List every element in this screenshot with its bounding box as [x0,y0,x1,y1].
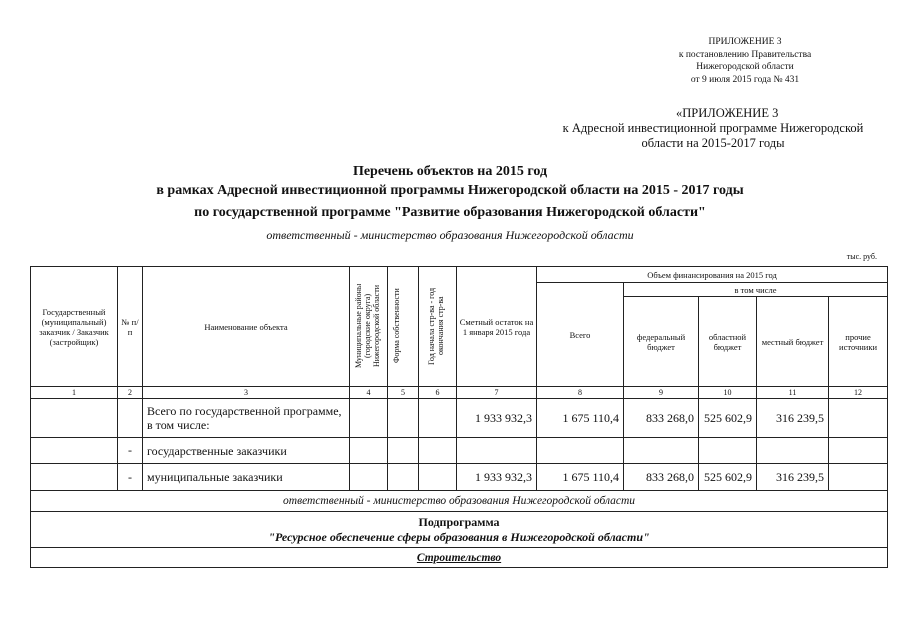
cell-district [350,438,388,464]
cell-ownership [388,399,419,438]
appendix-program-years: области на 2015-2017 годы [641,136,785,150]
title-line-3: по государственной программе "Развитие образования Нижегородской области" [194,205,706,220]
cell-local [757,438,829,464]
cell-balance [457,438,537,464]
column-number: 7 [457,387,537,399]
header-customer: Государственный (муниципальный) заказчик / Заказчик (застройщик) [31,267,118,387]
title-line-2: в рамках Адресной инвестиционной программы Нижегородской области на 2015 - 2017 годы [156,183,744,198]
section-cell [31,548,888,568]
document-title [60,162,840,222]
cell-customer [31,399,118,438]
responsible-band-row [31,491,888,512]
cell-local: 316 239,5 [757,399,829,438]
header-local: местный бюджет [757,297,829,387]
cell-regional: 525 602,9 [699,399,757,438]
cell-balance: 1 933 932,3 [457,399,537,438]
column-number: 1 [31,387,118,399]
appendix-date-line: от 9 июля 2015 года № 431 [690,74,800,85]
column-number: 2 [118,387,143,399]
header-municipal-district [350,267,388,387]
cell-years [419,399,457,438]
column-number: 10 [699,387,757,399]
table-row-state-customers [31,438,888,464]
header-including: в том числе [624,283,888,297]
appendix-resolution-line: к постановлению Правительства [678,49,812,60]
cell-total [537,438,624,464]
column-number-row [31,387,888,399]
cell-other [829,464,888,491]
cell-customer [31,438,118,464]
column-number: 6 [419,387,457,399]
header-object-name: Наименование объекта [143,267,350,387]
header-balance: Сметный остаток на 1 января 2015 года [457,267,537,387]
header-construction-years [419,267,457,387]
cell-balance: 1 933 932,3 [457,464,537,491]
column-number: 8 [537,387,624,399]
column-number: 9 [624,387,699,399]
cell-regional [699,438,757,464]
header-federal: федеральный бюджет [624,297,699,387]
cell-ownership [388,438,419,464]
cell-marker [118,399,143,438]
cell-federal [624,438,699,464]
appendix-region-line: Нижегородской области [696,62,794,72]
cell-total: 1 675 110,4 [537,399,624,438]
cell-object-name: муниципальные заказчики [143,464,350,491]
cell-other [829,438,888,464]
section-construction: Строительство [416,551,502,564]
units-label: тыс. руб. [846,252,877,261]
column-number: 12 [829,387,888,399]
column-number: 3 [143,387,350,399]
cell-marker: - [118,438,143,464]
cell-years [419,464,457,491]
cell-marker: - [118,464,143,491]
title-line-1: Перечень объектов на 2015 год [352,164,548,179]
table-row-municipal-customers [31,464,888,491]
cell-district [350,399,388,438]
section-row [31,548,888,568]
cell-regional: 525 602,9 [699,464,757,491]
appendix-label: ПРИЛОЖЕНИЕ 3 [708,37,782,47]
appendix-header-resolution [640,36,850,86]
cell-local: 316 239,5 [757,464,829,491]
cell-federal: 833 268,0 [624,464,699,491]
appendix-header-program [548,106,878,151]
header-other: прочие источники [829,297,888,387]
column-number: 4 [350,387,388,399]
cell-ownership [388,464,419,491]
appendix-program-line: к Адресной инвестиционной программе Нижегородской [562,121,864,135]
column-number: 5 [388,387,419,399]
cell-federal: 833 268,0 [624,399,699,438]
appendix-program-label: «ПРИЛОЖЕНИЕ 3 [676,106,779,120]
responsible-ministry: ответственный - министерство образования Нижегородской области [266,228,634,242]
header-municipal-district-text: Муниципальные районы (городские округа) Нижегородской области [353,283,381,368]
cell-district [350,464,388,491]
cell-customer [31,464,118,491]
header-ownership-form [388,267,419,387]
subprogram-name: "Ресурсное обеспечение сферы образования в Нижегородской области" [268,529,650,544]
subprogram-row [31,512,888,548]
header-total: Всего [537,283,624,387]
column-number: 11 [757,387,829,399]
cell-object-name: государственные заказчики [143,438,350,464]
table-row-program-total [31,399,888,438]
subprogram-cell [31,512,888,548]
subprogram-heading: Подпрограмма [418,514,500,529]
cell-other [829,399,888,438]
cell-years [419,438,457,464]
header-construction-years-text: Год начала стр-ва - год окончания стр-ва [426,286,445,365]
cell-total: 1 675 110,4 [537,464,624,491]
responsible-band: ответственный - министерство образования Нижегородской области [31,491,888,512]
cell-object-name: Всего по государственной программе, в том числе: [143,399,350,438]
objects-table [30,266,888,568]
header-regional: областной бюджет [699,297,757,387]
header-ownership-form-text: Форма собственности [392,288,401,363]
header-financing: Объем финансирования на 2015 год [537,267,888,283]
header-number: № п/п [118,267,143,387]
